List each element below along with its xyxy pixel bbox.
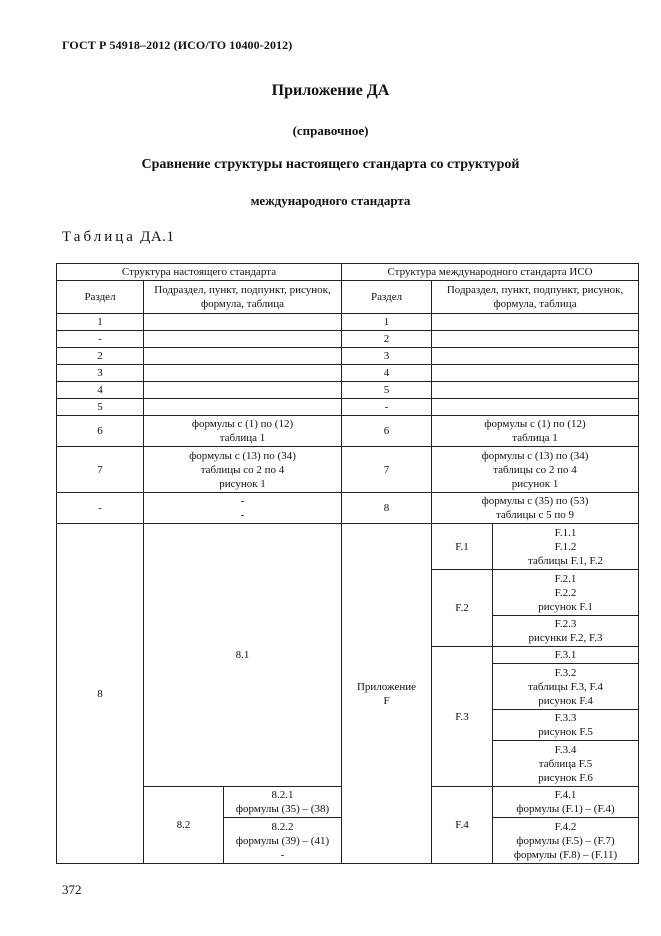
table-row bbox=[57, 399, 639, 416]
subsection-cell-iso-line: таблицы с 5 по 9 bbox=[495, 509, 575, 521]
table-row bbox=[57, 348, 639, 365]
table-row bbox=[57, 382, 639, 399]
group-header-national: Структура настоящего стандарта bbox=[57, 264, 342, 281]
table-row bbox=[57, 447, 639, 493]
f2-3-cell bbox=[493, 616, 639, 647]
subsection-cell-iso bbox=[432, 416, 639, 447]
subsection-cell bbox=[144, 447, 342, 493]
f3-4-cell bbox=[493, 741, 639, 787]
subsection-8-1-cell: 8.1 bbox=[144, 524, 342, 787]
table-row bbox=[57, 365, 639, 382]
subsection-8-2-2-cell-line: - bbox=[280, 848, 285, 861]
table-row bbox=[57, 416, 639, 447]
section-cell: 2 bbox=[57, 348, 144, 365]
f3-2-cell-line: F.3.2 bbox=[554, 666, 577, 679]
f4-cell: F.4 bbox=[432, 787, 493, 864]
section-cell: 3 bbox=[57, 365, 144, 382]
subsection-cell bbox=[144, 382, 342, 399]
f3-2-cell-line: рисунок F.4 bbox=[538, 694, 593, 707]
section-cell-iso: 4 bbox=[342, 365, 432, 382]
f3-3-cell-line: рисунок F.5 bbox=[538, 726, 593, 738]
section-cell-iso: 8 bbox=[342, 493, 432, 524]
f2-3-cell-line: рисунки F.2, F.3 bbox=[528, 632, 603, 644]
subsection-8-2-1-cell bbox=[224, 787, 342, 818]
subsection-cell-iso bbox=[432, 493, 639, 524]
subsection-cell-iso bbox=[432, 331, 639, 348]
page-number: 372 bbox=[62, 882, 82, 897]
appendix-f-cell bbox=[342, 524, 432, 864]
caption-line-1: Сравнение структуры настоящего стандарта со структурой bbox=[141, 157, 520, 172]
f4-2-cell-line: формулы (F.5) – (F.7) bbox=[516, 834, 615, 847]
f3-cell: F.3 bbox=[432, 647, 493, 787]
section-cell-iso: 5 bbox=[342, 382, 432, 399]
subsection-cell-line: формулы с (1) по (12) bbox=[191, 418, 294, 430]
section-cell: 5 bbox=[57, 399, 144, 416]
subsection-8-2-2-cell bbox=[224, 818, 342, 864]
subsection-cell-line: - bbox=[240, 495, 245, 507]
f1-cell: F.1 bbox=[432, 524, 493, 570]
section-cell: - bbox=[57, 493, 144, 524]
f3-3-cell bbox=[493, 710, 639, 741]
table-label-number: ДА.1 bbox=[140, 229, 175, 245]
section-cell: 6 bbox=[57, 416, 144, 447]
table-label-prefix: Таблица bbox=[62, 229, 136, 245]
col-header-section: Раздел bbox=[57, 281, 144, 314]
subsection-cell-line: - bbox=[240, 509, 245, 521]
table-label bbox=[62, 229, 174, 246]
f3-4-cell-line: таблица F.5 bbox=[538, 757, 593, 770]
subsection-cell bbox=[144, 416, 342, 447]
f1-content-cell-line: F.1.1 bbox=[554, 526, 577, 539]
subsection-cell-iso-line: формулы с (1) по (12) bbox=[484, 418, 586, 430]
f2-cell: F.2 bbox=[432, 570, 493, 647]
section-8-cell: 8 bbox=[57, 524, 144, 864]
subsection-cell-iso-line: таблица 1 bbox=[512, 432, 558, 444]
f2-1-cell-line: рисунок F.1 bbox=[538, 600, 593, 613]
f3-1-cell-line: F.3.1 bbox=[554, 649, 577, 661]
f4-2-cell-line: F.4.2 bbox=[554, 820, 577, 833]
f3-3-cell-line: F.3.3 bbox=[554, 712, 577, 724]
subsection-cell-iso bbox=[432, 447, 639, 493]
f1-content-cell-line: F.1.2 bbox=[554, 540, 577, 553]
f3-1-cell bbox=[493, 647, 639, 664]
f4-1-cell-line: F.4.1 bbox=[554, 789, 577, 801]
section-cell: 7 bbox=[57, 447, 144, 493]
comparison-table bbox=[56, 263, 639, 864]
table-row bbox=[57, 493, 639, 524]
subsection-8-2-1-cell-line: формулы (35) – (38) bbox=[235, 803, 330, 815]
subsection-cell-iso-line: формулы с (13) по (34) bbox=[481, 449, 589, 462]
f3-2-cell bbox=[493, 664, 639, 710]
subsection-cell-iso bbox=[432, 399, 639, 416]
document-header: ГОСТ Р 54918–2012 (ИСО/ТО 10400-2012) bbox=[62, 38, 293, 52]
f2-3-cell-line: F.2.3 bbox=[554, 618, 577, 630]
f2-1-cell bbox=[493, 570, 639, 616]
group-header-iso: Структура международного стандарта ИСО bbox=[342, 264, 639, 281]
table-row bbox=[57, 331, 639, 348]
f2-1-cell-line: F.2.1 bbox=[554, 572, 577, 585]
subsection-8-2-1-cell-line: 8.2.1 bbox=[271, 789, 294, 801]
appendix-title: Приложение ДА bbox=[271, 82, 390, 99]
table-row bbox=[57, 314, 639, 331]
section-cell: - bbox=[57, 331, 144, 348]
subsection-cell bbox=[144, 493, 342, 524]
subsection-cell bbox=[144, 348, 342, 365]
section-cell-iso: - bbox=[342, 399, 432, 416]
appendix-type: (справочное) bbox=[292, 123, 369, 138]
f4-2-cell-line: формулы (F.8) – (F.11) bbox=[513, 848, 618, 861]
subsection-cell-iso-line: таблицы со 2 по 4 bbox=[493, 463, 577, 476]
f1-content-cell-line: таблицы F.1, F.2 bbox=[528, 554, 604, 567]
col-header-subsection: Подраздел, пункт, подпункт, рисунок, формула, таблица bbox=[144, 281, 342, 314]
f4-2-cell bbox=[493, 818, 639, 864]
section-cell-iso: 2 bbox=[342, 331, 432, 348]
col-header-subsection-iso: Подраздел, пункт, подпункт, рисунок, формула, таблица bbox=[432, 281, 639, 314]
subsection-8-2-cell: 8.2 bbox=[144, 787, 224, 864]
subsection-cell bbox=[144, 399, 342, 416]
f1-content-cell bbox=[493, 524, 639, 570]
col-header-section-iso: Раздел bbox=[342, 281, 432, 314]
subsection-cell-line: таблицы со 2 по 4 bbox=[200, 463, 285, 476]
f3-4-cell-line: рисунок F.6 bbox=[538, 771, 593, 784]
subsection-8-2-2-cell-line: формулы (39) – (41) bbox=[235, 834, 330, 847]
section-cell-iso: 7 bbox=[342, 447, 432, 493]
f2-1-cell-line: F.2.2 bbox=[554, 586, 577, 599]
subsection-cell-iso-line: рисунок 1 bbox=[511, 477, 559, 490]
subsection-cell-iso bbox=[432, 382, 639, 399]
section-cell-iso: 6 bbox=[342, 416, 432, 447]
subsection-cell-iso-line: формулы с (35) по (53) bbox=[481, 495, 589, 507]
section-cell: 4 bbox=[57, 382, 144, 399]
section-cell-iso: 3 bbox=[342, 348, 432, 365]
f4-1-cell-line: формулы (F.1) – (F.4) bbox=[516, 803, 615, 815]
f3-4-cell-line: F.3.4 bbox=[554, 743, 577, 756]
subsection-cell bbox=[144, 331, 342, 348]
subsection-8-2-2-cell-line: 8.2.2 bbox=[271, 820, 294, 833]
subsection-cell-iso bbox=[432, 314, 639, 331]
subsection-cell-iso bbox=[432, 365, 639, 382]
subsection-cell-line: формулы с (13) по (34) bbox=[189, 449, 296, 462]
section-cell-iso: 1 bbox=[342, 314, 432, 331]
subsection-cell bbox=[144, 314, 342, 331]
subsection-cell-line: таблица 1 bbox=[219, 432, 266, 444]
f4-1-cell bbox=[493, 787, 639, 818]
subsection-cell-line: рисунок 1 bbox=[219, 477, 266, 490]
subsection-cell-iso bbox=[432, 348, 639, 365]
f3-2-cell-line: таблицы F.3, F.4 bbox=[528, 680, 604, 693]
caption-line-2: международного стандарта bbox=[250, 193, 411, 208]
appendix-f-cell-line: Приложение bbox=[356, 680, 417, 693]
section-cell: 1 bbox=[57, 314, 144, 331]
subsection-cell bbox=[144, 365, 342, 382]
appendix-f-cell-line: F bbox=[383, 694, 390, 707]
